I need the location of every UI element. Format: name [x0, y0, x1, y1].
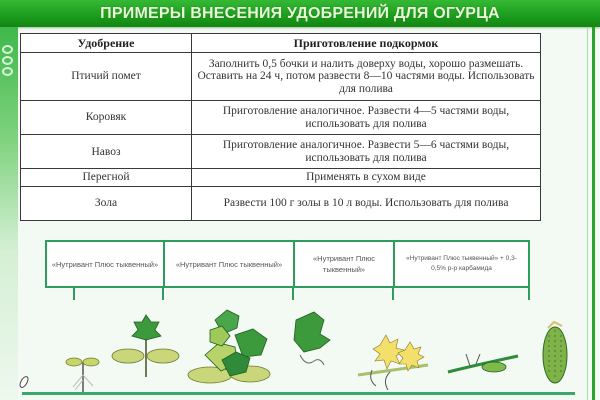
table-row — [21, 53, 541, 101]
fertilizer-table — [20, 33, 541, 221]
vine-leaf-icon — [294, 312, 330, 365]
seed-icon — [18, 375, 29, 388]
fertilizer-cell: Зола — [21, 187, 192, 221]
ovary-icon — [448, 354, 518, 372]
seedling-icon — [112, 315, 179, 377]
flowering-icon — [358, 335, 428, 390]
header-preparation: Приготовление подкормок — [192, 34, 541, 53]
binder-rings-icon — [2, 45, 12, 78]
title-bar — [0, 0, 600, 27]
fertilizer-cell: Перегной — [21, 169, 192, 187]
table-row — [21, 169, 541, 187]
preparation-cell: Развести 100 г золы в 10 л воды. Использовать для полива — [192, 187, 541, 221]
table-row — [21, 135, 541, 169]
fertilizer-cell: Птичий помет — [21, 53, 192, 101]
growth-illustration — [0, 295, 600, 395]
sprout-icon — [66, 358, 99, 393]
table-header-row — [21, 34, 541, 53]
preparation-cell: Заполнить 0,5 бочки и налить доверху воды, хорошо размешать. Оставить на 24 ч, потом развести 8—10 частями воды. Использовать для полива — [192, 53, 541, 101]
page-title: ПРИМЕРЫ ВНЕСЕНИЯ УДОБРЕНИЙ ДЛЯ ОГУРЦА — [100, 4, 500, 22]
cucumber-icon — [543, 322, 567, 383]
stage-label: «Нутривант Плюс тыквенный» — [165, 242, 295, 286]
stage-label: «Нутривант Плюс тыквенный» — [47, 242, 165, 286]
table-row — [21, 100, 541, 135]
table-row — [21, 187, 541, 221]
leafy-plant-icon — [188, 310, 270, 383]
stage-label: «Нутривант Плюс тыквенный» — [295, 242, 395, 286]
preparation-cell: Приготовление аналогичное. Развести 5—6 частями воды, использовать для полива — [192, 135, 541, 169]
fertilizer-cell: Навоз — [21, 135, 192, 169]
stage-label: «Нутривант Плюс тыквенный» + 0,3-0,5% р-р карбамида — [406, 255, 517, 272]
ground-line — [22, 392, 575, 395]
preparation-cell: Приготовление аналогичное. Развести 4—5 частями воды, использовать для полива — [192, 100, 541, 135]
header-fertilizer: Удобрение — [21, 34, 192, 53]
feeding-stages — [45, 240, 530, 288]
preparation-cell: Применять в сухом виде — [192, 169, 541, 187]
fertilizer-cell: Коровяк — [21, 100, 192, 135]
